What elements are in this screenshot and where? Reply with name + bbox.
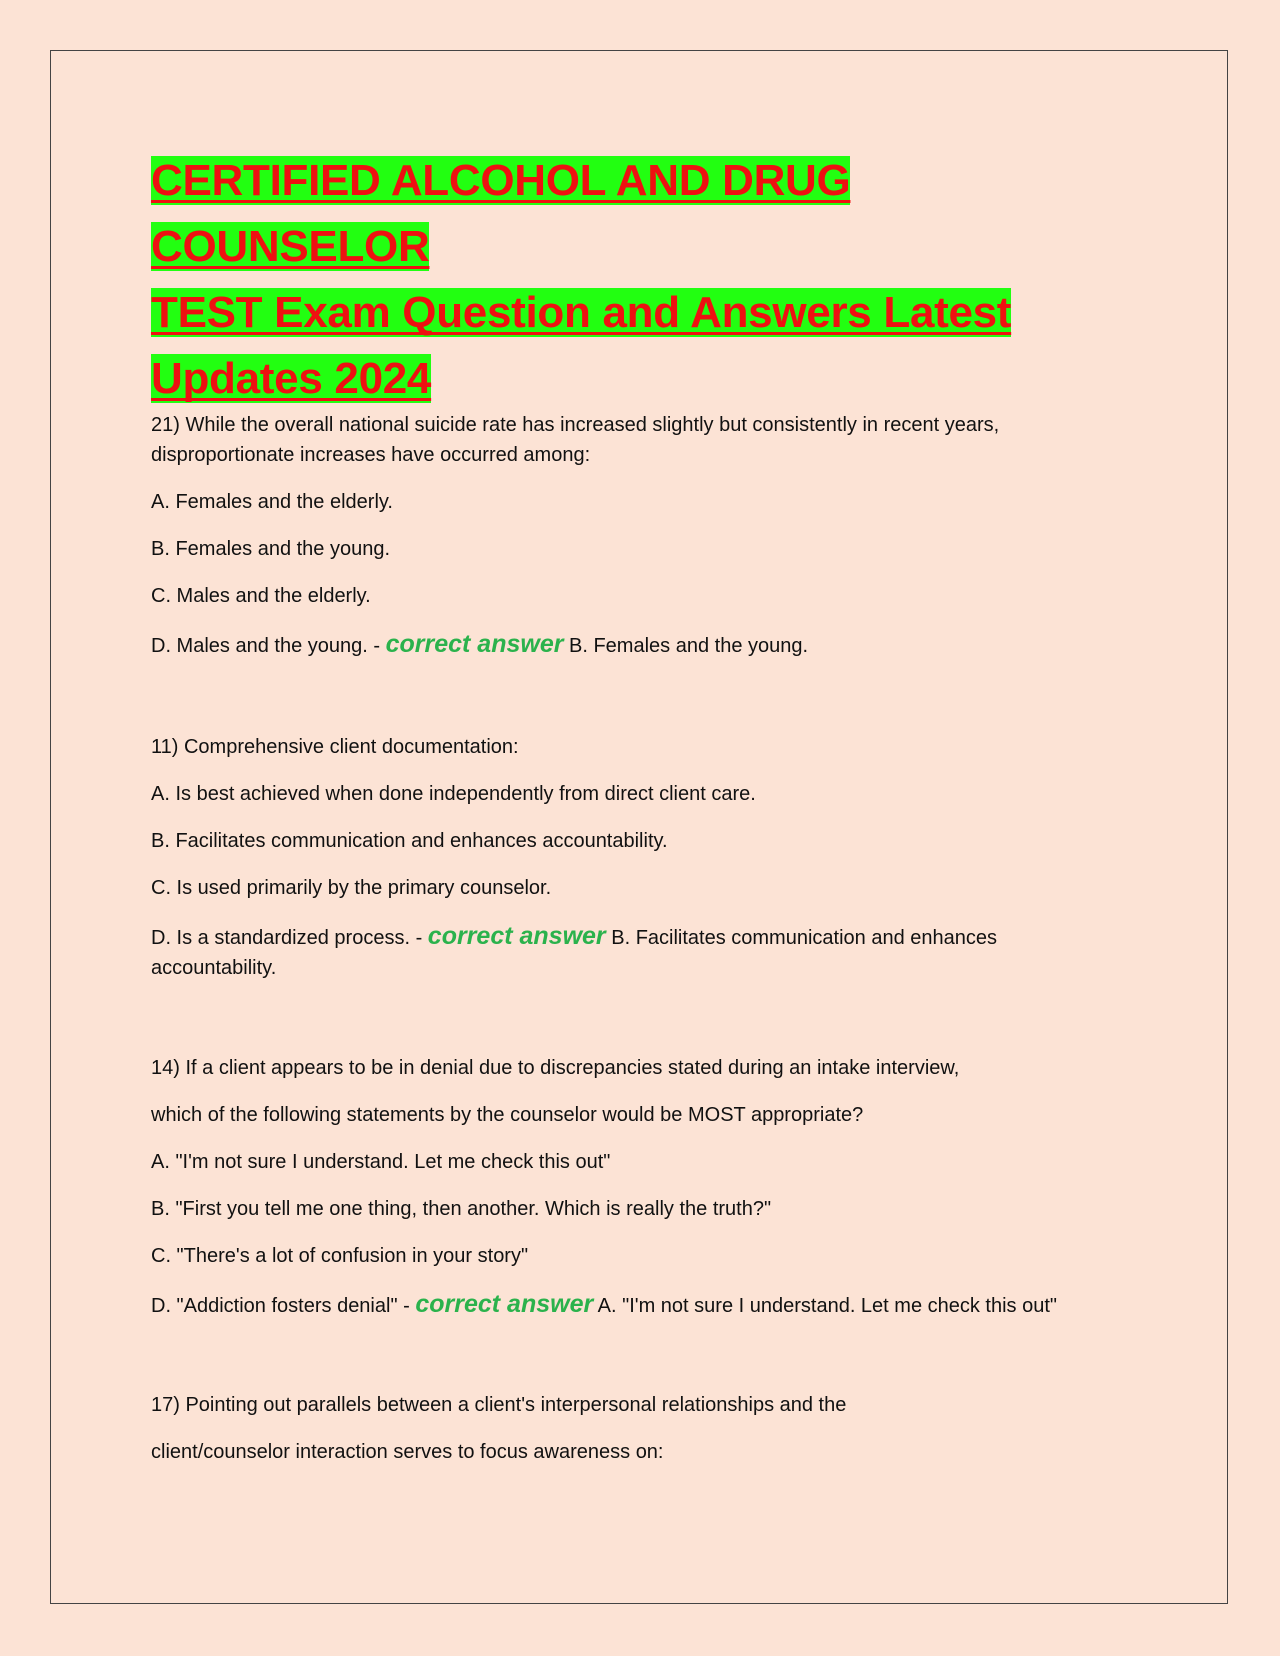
option-a: A. Females and the elderly.	[151, 491, 393, 513]
answer-text-continued: accountability.	[151, 957, 277, 979]
question-stem-line: 11) Comprehensive client documentation:	[151, 736, 519, 758]
answer-text: A. "I'm not sure I understand. Let me check this out"	[597, 1295, 1058, 1317]
option-d-with-answer	[151, 629, 1151, 661]
question-stem	[151, 410, 1151, 470]
option-d: D. Is a standardized process. -	[151, 927, 423, 949]
option-d-with-answer	[151, 1289, 1151, 1321]
option-d-with-answer	[151, 921, 1151, 953]
document-title	[151, 148, 1131, 412]
option-b: B. "First you tell me one thing, then another. Which is really the truth?"	[151, 1198, 772, 1220]
question-stem-line: 21) While the overall national suicide rate has increased slightly but consistently in recent years,	[151, 414, 1000, 436]
option-a: A. "I'm not sure I understand. Let me check this out"	[151, 1151, 611, 1173]
question-stem-line: which of the following statements by the counselor would be MOST appropriate?	[151, 1104, 864, 1126]
title-line-2: TEST Exam Question and Answers Latest	[151, 288, 1012, 337]
question-stem-line: client/counselor interaction serves to focus awareness on:	[151, 1441, 664, 1463]
title-line-1: CERTIFIED ALCOHOL AND DRUG COUNSELOR	[151, 156, 851, 271]
question-block-21	[151, 410, 1151, 661]
option-a: A. Is best achieved when done independently from direct client care.	[151, 783, 756, 805]
question-block-11	[151, 732, 1151, 983]
answer-text: B. Females and the young.	[569, 635, 809, 657]
question-stem-line: 17) Pointing out parallels between a client's interpersonal relationships and the	[151, 1394, 847, 1416]
option-b: B. Facilitates communication and enhances accountability.	[151, 830, 668, 852]
question-stem	[151, 1390, 1151, 1467]
question-stem	[151, 1053, 1151, 1130]
correct-answer-label: correct answer	[385, 630, 564, 658]
question-stem-line: disproportionate increases have occurred among:	[151, 444, 591, 466]
title-line-3: Updates 2024	[151, 354, 432, 403]
option-c: C. Males and the elderly.	[151, 585, 371, 607]
document-body	[151, 148, 1131, 1463]
answer-text: B. Facilitates communication and enhances	[611, 927, 997, 949]
question-block-14	[151, 1053, 1151, 1321]
correct-answer-label: correct answer	[427, 922, 606, 950]
option-c: C. Is used primarily by the primary counselor.	[151, 877, 552, 899]
option-c: C. "There's a lot of confusion in your story"	[151, 1245, 529, 1267]
option-b: B. Females and the young.	[151, 538, 391, 560]
question-block-17	[151, 1390, 1151, 1467]
question-stem-line: 14) If a client appears to be in denial due to discrepancies stated during an intake interview,	[151, 1057, 960, 1079]
option-d: D. Males and the young. -	[151, 635, 381, 657]
option-d: D. "Addiction fosters denial" -	[151, 1295, 410, 1317]
correct-answer-label: correct answer	[415, 1290, 594, 1318]
question-stem	[151, 732, 1151, 762]
